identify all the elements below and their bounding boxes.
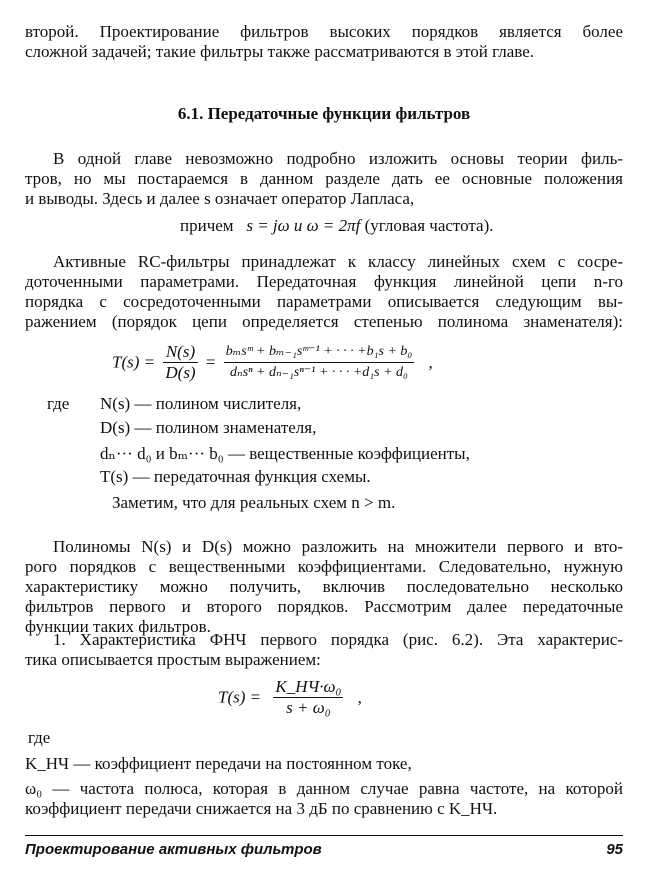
lowpass-formula (218, 677, 362, 718)
formula2-comma: , (357, 687, 362, 707)
formula1-numerator: N(s) (163, 342, 197, 363)
running-footer-title: Проектирование активных фильтров (25, 841, 322, 858)
laplace-prefix: причем (180, 216, 234, 235)
formula1-lhs: T(s) = (112, 352, 156, 372)
footer-rule (25, 835, 623, 836)
definition-denominator: D(s) — полином знаменателя, (100, 418, 317, 437)
para1-line-2: тров, но мы постараемся в данном разделе дать ее основные положения (25, 169, 623, 188)
para1-line-1: В одной главе невозможно подробно изложить основы теории филь- (53, 149, 623, 168)
intro-line-1: второй. Проектирование фильтров высоких порядков является более (25, 22, 623, 41)
lowpass-definitions (25, 728, 623, 819)
definition-pole-line-2: коэффициент передачи снижается на 3 дБ по сравнению с K_НЧ. (25, 799, 498, 818)
laplace-s: s (246, 216, 253, 235)
formula1-equals: = (205, 352, 216, 372)
formula2-lhs: T(s) = (218, 687, 262, 707)
intro-paragraph (25, 22, 623, 62)
formula1-fraction-nd (163, 342, 197, 383)
paragraph-1 (25, 149, 623, 209)
para3-line-4: фильтров первого и второго порядков. Рассмотрим далее передаточные (25, 597, 623, 616)
formula2-denominator: s + ω₀ (286, 698, 331, 717)
formula1-comma: , (428, 352, 433, 372)
laplace-suffix: (угловая частота). (364, 216, 494, 235)
lowpass-where: где (28, 728, 51, 747)
paragraph-2 (25, 252, 623, 332)
para3-line-3: характеристику можно получить, включив последовательно несколько (25, 577, 623, 596)
formula1-fraction-poly (224, 342, 415, 383)
formula2-numerator: K_НЧ·ω₀ (275, 677, 342, 696)
paragraph-3 (25, 537, 623, 637)
para3-line-1: Полиномы N(s) и D(s) можно разложить на множители первого и вто- (53, 537, 623, 556)
para1-line-3: и выводы. Здесь и далее s означает оператор Лапласа, (25, 189, 415, 208)
intro-line-2: сложной задачей; такие фильтры также рассматриваются в этой главе. (25, 42, 535, 61)
transfer-function-formula (112, 342, 433, 383)
definition-numerator: N(s) — полином числителя, (100, 394, 302, 413)
definition-pole-line-1: ω₀ — частота полюса, которая в данном случае равна частоте, на которой (25, 779, 623, 798)
para2-line-4: ражением (порядок цепи определяется степенью полинома знаменателя): (25, 312, 623, 331)
para3-line-5: функции таких фильтров. (25, 617, 211, 636)
formula2-fraction (273, 677, 343, 718)
definitions-where: где (47, 394, 70, 413)
paragraph-4 (25, 630, 623, 670)
para4-line-2: тика описывается простым выражением: (25, 650, 321, 669)
page-number: 95 (606, 841, 623, 858)
formula1-poly-denominator: dₙsⁿ + dₙ₋₁sⁿ⁻¹ + · · · +d₁s + d₀ (230, 365, 408, 380)
para2-line-1: Активные RC-фильтры принадлежат к классу линейных схем с сосре- (53, 252, 623, 271)
para4-line-1: 1. Характеристика ФНЧ первого порядка (рис. 6.2). Эта характерис- (53, 630, 623, 649)
definition-transfer: T(s) — передаточная функция схемы. (100, 467, 371, 486)
para2-line-3: порядка с сосредоточенными параметрами описывается следующим вы- (25, 292, 623, 311)
laplace-definition (180, 216, 494, 236)
formula1-denominator: D(s) (165, 363, 196, 382)
definition-gain: K_НЧ — коэффициент передачи на постоянном токе, (25, 754, 412, 773)
definition-note: Заметим, что для реальных схем n > m. (112, 493, 396, 512)
formula1-poly-numerator: bₘsᵐ + bₘ₋₁sᵐ⁻¹ + · · · +b₁s + b₀ (224, 342, 415, 363)
definitions-list (25, 394, 623, 514)
laplace-equations: = jω и ω = 2πf (252, 216, 365, 235)
section-heading: 6.1. Передаточные функции фильтров (177, 104, 471, 123)
definition-coefficients: dₙ··· d₀ и bₘ··· b₀ — вещественные коэффициенты, (100, 444, 470, 463)
para2-line-2: доточенными параметрами. Передаточная функция линейной цепи n-го (25, 272, 623, 291)
para3-line-2: рого порядков с вещественными коэффициентами. Следовательно, нужную (25, 557, 623, 576)
